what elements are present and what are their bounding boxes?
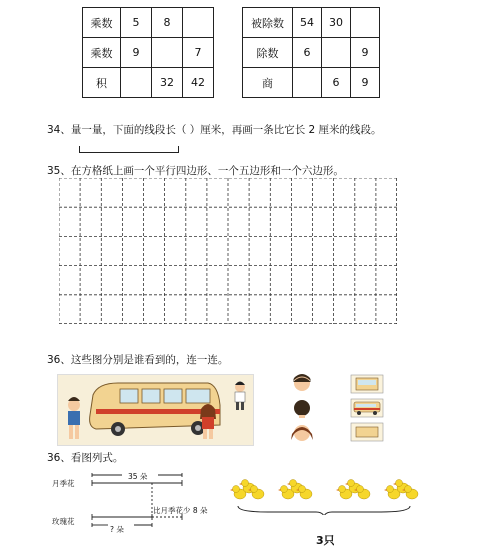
table-cell[interactable]: 6 <box>322 68 351 98</box>
dashed-grid-paper[interactable] <box>59 178 397 324</box>
difference-note: 比月季花少 8 朵 <box>153 506 208 515</box>
bus-views <box>350 374 384 442</box>
table-row <box>83 8 214 38</box>
table-cell[interactable] <box>351 8 380 38</box>
table-cell[interactable]: 32 <box>152 68 183 98</box>
chick-count-partial: 3只 <box>316 534 335 547</box>
label-yueji: 月季花 <box>52 479 75 488</box>
line-segment-diagram <box>86 470 186 530</box>
question-36-equation: 36、看图列式。 <box>47 452 124 464</box>
table-row <box>243 38 380 68</box>
row-label: 除数 <box>243 38 293 68</box>
row-label: 商 <box>243 68 293 98</box>
girl-face-icon[interactable] <box>291 425 313 441</box>
row-label: 被除数 <box>243 8 293 38</box>
multiplication-table <box>82 7 214 98</box>
table-cell[interactable] <box>121 68 152 98</box>
bus-top-view-icon[interactable] <box>351 423 383 441</box>
table-cell[interactable]: 9 <box>351 38 380 68</box>
table-cell[interactable]: 5 <box>121 8 152 38</box>
table-row <box>83 68 214 98</box>
table-cell[interactable] <box>152 38 183 68</box>
table-cell[interactable]: 9 <box>121 38 152 68</box>
table-row <box>243 8 380 38</box>
bus-front-view-icon[interactable] <box>351 375 383 393</box>
table-cell[interactable]: 7 <box>183 38 214 68</box>
row-label: 乘数 <box>83 38 121 68</box>
division-table <box>242 7 380 98</box>
chicks-illustration <box>228 470 420 515</box>
measure-segment <box>79 146 179 153</box>
bus-side-view-icon[interactable] <box>351 399 383 417</box>
table-cell[interactable]: 9 <box>351 68 380 98</box>
table-cell[interactable]: 6 <box>293 38 322 68</box>
question-36-matching: 36、这些图分别是谁看到的，连一连。 <box>47 354 229 366</box>
table-row <box>83 38 214 68</box>
question-35: 35、在方格纸上画一个平行四边形、一个五边形和一个六边形。 <box>47 165 344 177</box>
table-cell[interactable] <box>293 68 322 98</box>
table-cell[interactable]: 30 <box>322 8 351 38</box>
table-cell[interactable]: 8 <box>152 8 183 38</box>
row-label: 积 <box>83 68 121 98</box>
bus-scene-illustration <box>58 375 253 445</box>
table-row <box>243 68 380 98</box>
observer-faces <box>284 372 320 444</box>
table-cell[interactable] <box>322 38 351 68</box>
table-cell[interactable]: 54 <box>293 8 322 38</box>
boy-back-icon[interactable] <box>294 400 310 418</box>
unknown-amount: ? 朵 <box>110 525 124 534</box>
label-meigui: 玫瑰花 <box>52 517 75 526</box>
table-cell[interactable]: 42 <box>183 68 214 98</box>
bus-scene-image <box>57 374 254 446</box>
boy-face-icon[interactable] <box>293 374 311 391</box>
total-amount: 35 朵 <box>128 472 148 481</box>
row-label: 乘数 <box>83 8 121 38</box>
question-34: 34、量一量，下面的线段长（ ）厘米，再画一条比它长 2 厘米的线段。 <box>47 124 382 136</box>
table-cell[interactable] <box>183 8 214 38</box>
